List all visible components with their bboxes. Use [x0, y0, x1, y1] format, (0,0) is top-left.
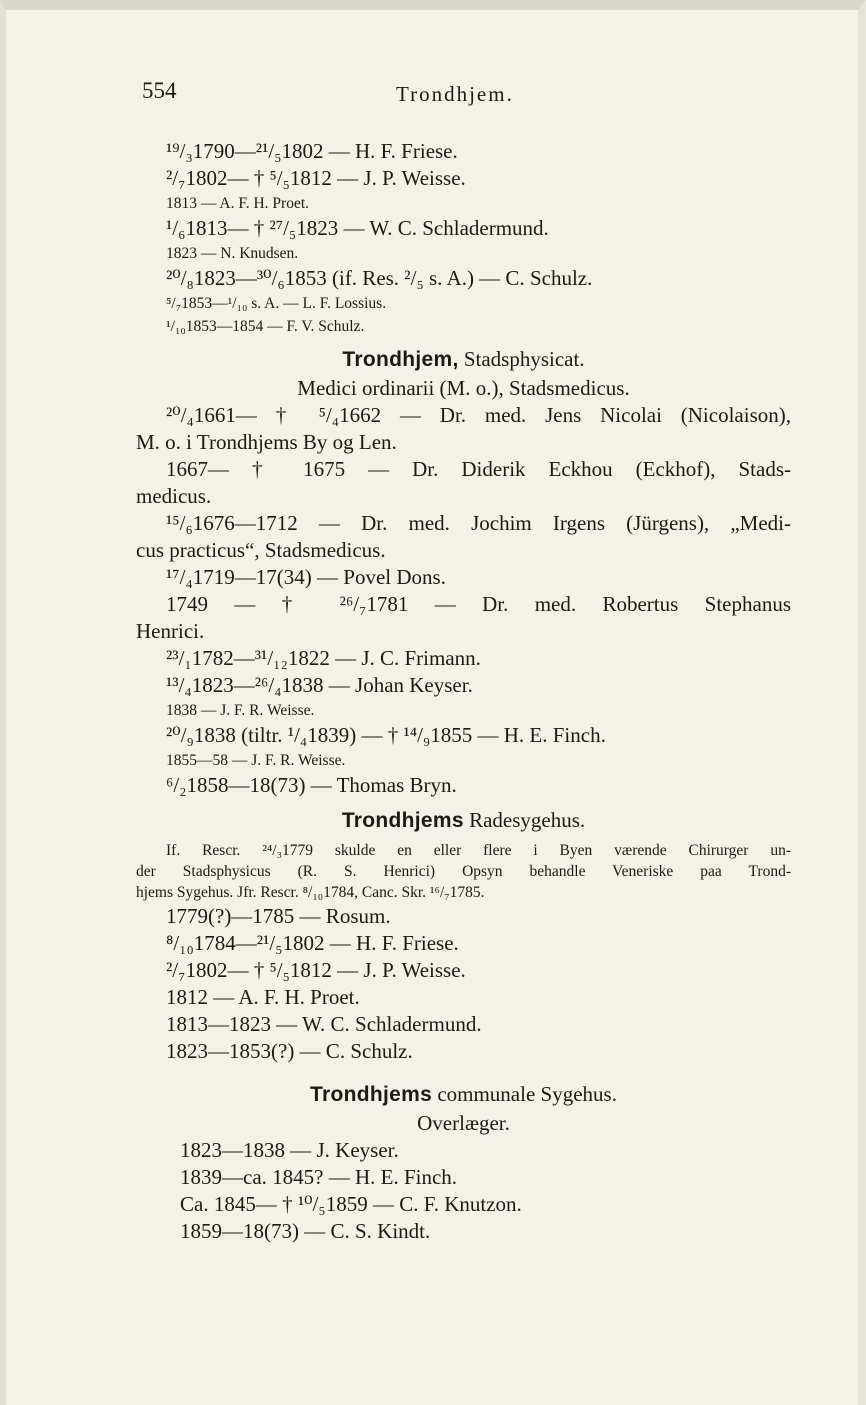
entry-line: 1838 — J. F. R. Weisse. [166, 702, 315, 719]
entry-line: 1779(?)—1785 — Rosum. [166, 904, 391, 928]
running-header [136, 78, 796, 114]
entry-line: ¹/₁₀1853—1854 — F. V. Schulz. [166, 318, 365, 335]
entry-line: ²⁰/₉1838 (tiltr. ¹/₄1839) — † ¹⁴/₉1855 — H. E. Finch. [166, 723, 606, 747]
entry-line: Ca. 1845— † ¹⁰/₅1859 — C. F. Knutzon. [180, 1192, 522, 1216]
entry-line: ¹⁹/₃1790—²¹/₅1802 — H. F. Friese. [166, 139, 458, 163]
entry-line: 1813—1823 — W. C. Schladermund. [166, 1012, 482, 1036]
note-line: der Stadsphysicus (R. S. Henrici) Opsyn behandle Veneriske paa Trond- [136, 863, 791, 880]
entry-line: 1813 — A. F. H. Proet. [166, 195, 310, 212]
running-title: Trondhjem. [396, 82, 514, 106]
entry-line: ²⁰/₈1823—³⁰/₆1853 (if. Res. ²/₅ s. A.) — C. Schulz. [166, 266, 593, 290]
section-heading-rest: Radesygehus. [463, 808, 586, 832]
note-line: hjems Sygehus. Jfr. Rescr. ⁸/₁₀1784, Canc. Skr. ¹⁶/₇1785. [136, 884, 485, 901]
section-heading-bold: Trondhjems [341, 809, 464, 832]
entry-line: 1749 — † ²⁶/₇1781 — Dr. med. Robertus Stephanus [166, 592, 791, 616]
entry-line: 1859—18(73) — C. S. Kindt. [180, 1219, 431, 1243]
entry-line: 1823—1838 — J. Keyser. [180, 1138, 399, 1162]
entry-line: Henrici. [136, 619, 205, 643]
entry-line: 1823 — N. Knudsen. [166, 245, 299, 262]
entry-line: 1812 — A. F. H. Proet. [166, 985, 360, 1009]
section-heading-rest: communale Sygehus. [432, 1082, 617, 1106]
entry-line: ¹⁵/₆1676—1712 — Dr. med. Jochim Irgens (Jürgens), „Medi- [166, 511, 791, 535]
entry-line: ⁸/₁₀1784—²¹/₅1802 — H. F. Friese. [166, 931, 459, 955]
entry-line: medicus. [136, 484, 212, 508]
section-subtitle: Overlæger. [417, 1111, 510, 1135]
entry-line: ¹³/₄1823—²⁶/₄1838 — Johan Keyser. [166, 673, 473, 697]
entry-line: ²/₇1802— † ⁵/₅1812 — J. P. Weisse. [166, 166, 466, 190]
entry-line: ²⁰/₄1661— † ⁵/₄1662 — Dr. med. Jens Nicolai (Nicolaison), [166, 403, 791, 427]
entry-line: ²³/₁1782—³¹/₁₂1822 — J. C. Frimann. [166, 646, 481, 670]
entry-line: ²/₇1802— † ⁵/₅1812 — J. P. Weisse. [166, 958, 466, 982]
section-heading-bold: Trondhjems [310, 1083, 433, 1106]
entry-line: ⁵/₇1853—¹/₁₀ s. A. — L. F. Lossius. [166, 295, 387, 312]
entry-line: ¹⁷/₄1719—17(34) — Povel Dons. [166, 565, 446, 589]
note-line: If. Rescr. ²⁴/₃1779 skulde en eller flere i Byen værende Chirurger un- [166, 842, 791, 859]
entry-line: ⁶/₂1858—18(73) — Thomas Bryn. [166, 773, 457, 797]
entry-line: 1855—58 — J. F. R. Weisse. [166, 752, 346, 769]
page-body [136, 138, 791, 1245]
section-subtitle: Medici ordinarii (M. o.), Stadsmedicus. [297, 376, 630, 400]
section-heading-bold: Trondhjem, [342, 348, 459, 371]
entry-line: 1823—1853(?) — C. Schulz. [166, 1039, 413, 1063]
entry-line: cus practicus“, Stadsmedicus. [136, 538, 386, 562]
page-number: 554 [142, 78, 177, 103]
section-heading [136, 1079, 791, 1110]
entry-line: ¹/₆1813— † ²⁷/₅1823 — W. C. Schladermund. [166, 216, 549, 240]
section-heading [136, 344, 791, 375]
section-heading [136, 805, 791, 836]
section-heading-rest: Stadsphysicat. [458, 347, 585, 371]
entry-line: 1839—ca. 1845? — H. E. Finch. [180, 1165, 458, 1189]
entry-line: M. o. i Trondhjems By og Len. [136, 430, 397, 454]
entry-line: 1667— † 1675 — Dr. Diderik Eckhou (Eckhof), Stads- [166, 457, 791, 481]
